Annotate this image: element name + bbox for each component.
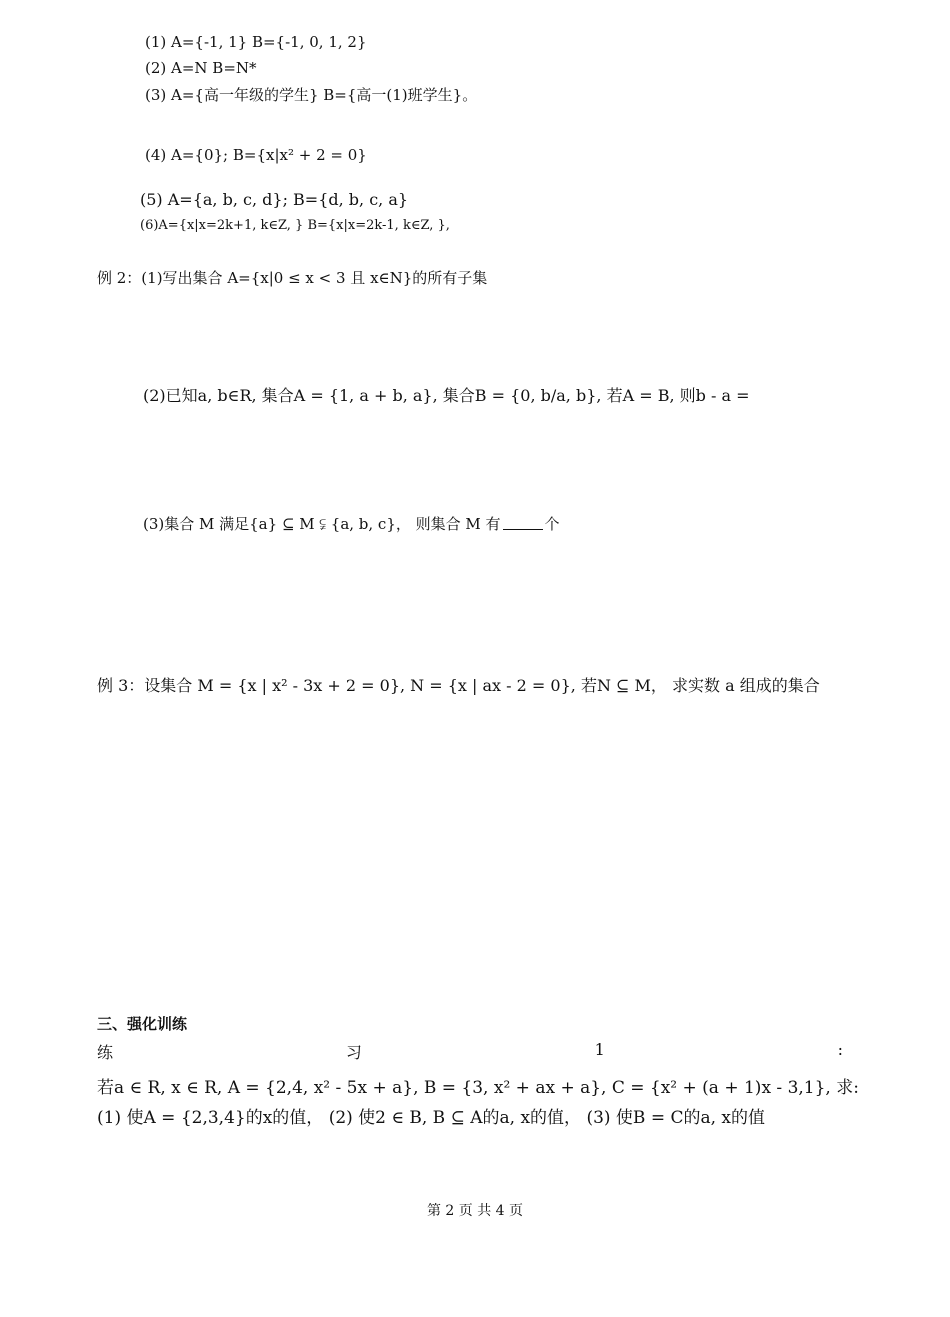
set-pair-5: (5) A={a, b, c, d}; B={d, b, c, a} (140, 190, 409, 209)
set-pair-1: (1) A={-1, 1} B={-1, 0, 1, 2} (145, 33, 367, 51)
exercise-statement: 若a ∈ R, x ∈ R, A = {2,4, x² - 5x + a}, B = {3, x² + ax + a}, C = {x² + (a + 1)x - 3,1}, 求: (97, 1078, 859, 1098)
example-2-part-2: (2)已知a, b∈R, 集合A = {1, a + b, a}, 集合B = {0, b/a, b}, 若A = B, 则b - a = (143, 386, 750, 405)
set-pair-4: (4) A={0}; B={x|x² + 2 = 0} (145, 146, 367, 164)
example-2-part-1: 例 2：(1)写出集合 A={x|0 ≤ x < 3 且 x∈N}的所有子集 (97, 269, 488, 287)
answer-blank[interactable] (503, 515, 543, 530)
example-2-part-3: (3)集合 M 满足{a} ⊆ M ⫋ {a, b, c}， 则集合 M 有 个 (143, 515, 560, 533)
section-heading: 三、强化训练 (97, 1015, 188, 1033)
exercise-questions: (1) 使A = {2,3,4}的x的值， (2) 使2 ∈ B, B ⊆ A的a, x的值， (3) 使B = C的a, x的值 (97, 1108, 766, 1128)
example-3: 例 3：设集合 M = {x | x² - 3x + 2 = 0}, N = {x | ax - 2 = 0}, 若N ⊆ M， 求实数 a 组成的集合 (97, 676, 820, 695)
page-footer: 第 2 页 共 4 页 (426, 1203, 524, 1219)
exercise-title: 练 习 1 : (97, 1040, 843, 1062)
set-pair-2: (2) A=N B=N* (145, 59, 257, 77)
set-pair-3: (3) A={高一年级的学生} B={高一(1)班学生}。 (145, 86, 478, 104)
set-pair-6: (6)A={x|x=2k+1, k∈Z, } B={x|x=2k-1, k∈Z, }, (140, 218, 450, 233)
